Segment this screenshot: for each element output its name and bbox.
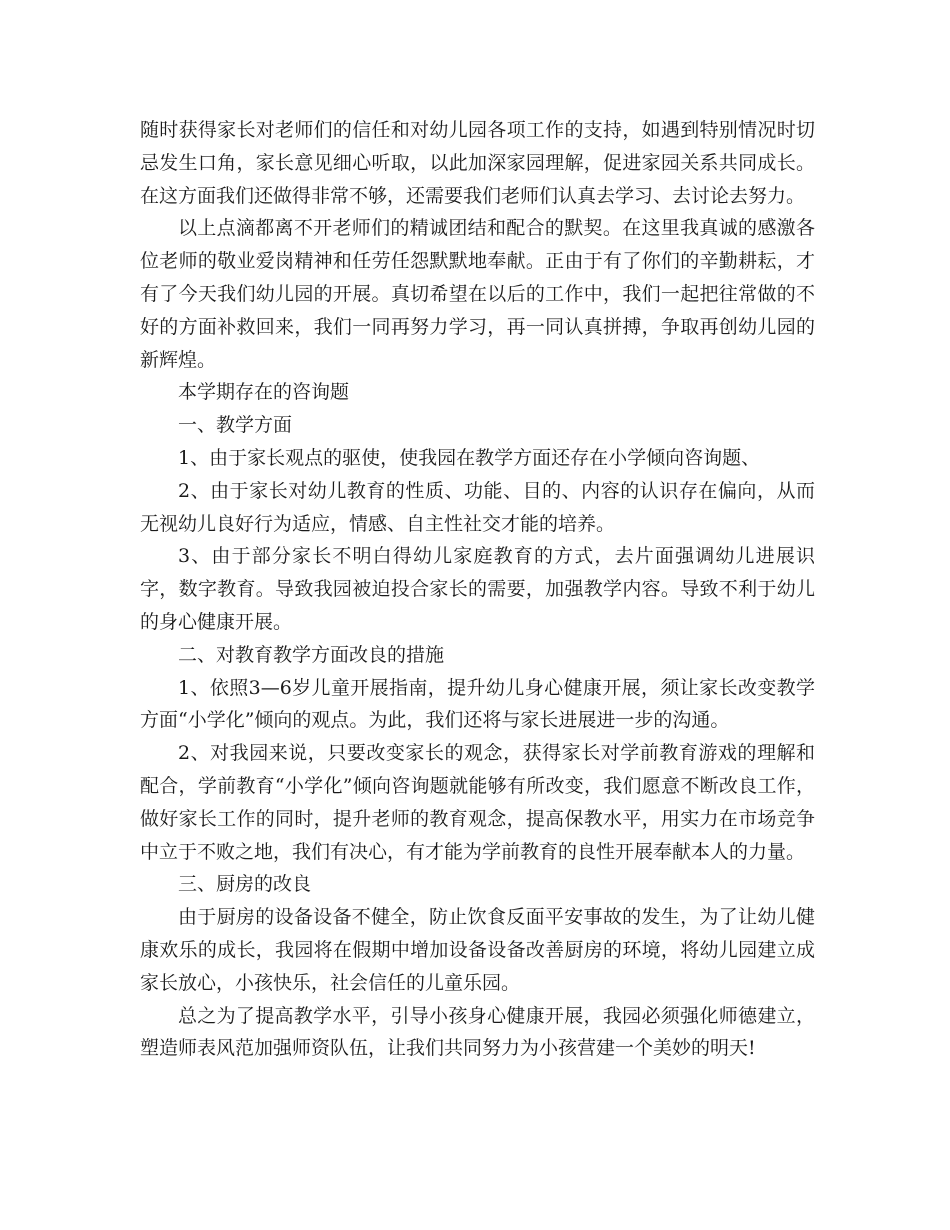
list-item-teaching-3: 3、由于部分家长不明白得幼儿家庭教育的方式，去片面强调幼儿进展识字，数字教育。导致我园被迫投合家长的需要，加强教学内容。导致不利于幼儿的身心健康开展。 bbox=[140, 545, 815, 633]
section-heading-measures: 二、对教育教学方面改良的措施 bbox=[178, 643, 445, 666]
paragraph-2: 以上点滴都离不开老师们的精诚团结和配合的默契。在这里我真诚的感激各位老师的敬业爱岗精神和任劳任怨默默地奉献。正由于有了你们的辛勤耕耘，才有了今天我们幼儿园的开展。真切希望在以后的工作中，我们一起把往常做的不好的方面补救回来，我们一同再努力学习，再一同认真拼搏，争取再创幼儿园的新辉煌。 bbox=[140, 217, 815, 371]
document-body bbox=[140, 114, 815, 1065]
paragraph-conclusion: 总之为了提高教学水平，引导小孩身心健康开展，我园必须强化师德建立，塑造师表风范加强师资队伍，让我们共同努力为小孩营建一个美妙的明天! bbox=[140, 1004, 815, 1060]
paragraph-kitchen: 由于厨房的设备设备不健全，防止饮食反面平安事故的发生，为了让幼儿健康欢乐的成长，我园将在假期中增加设备设备改善厨房的环境，将幼儿园建立成家长放心，小孩快乐，社会信任的儿童乐园。 bbox=[140, 906, 815, 994]
section-heading-kitchen: 三、厨房的改良 bbox=[178, 873, 312, 896]
list-item-measures-1: 1、依照3—6岁儿童开展指南，提升幼儿身心健康开展，须让家长改变教学方面“小学化”倾向的观点。为此，我们还将与家长进展进一步的沟通。 bbox=[140, 676, 815, 732]
list-item-teaching-1: 1、由于家长观点的驱使，使我园在教学方面还存在小学倾向咨询题、 bbox=[178, 446, 761, 469]
section-heading-teaching: 一、教学方面 bbox=[178, 414, 293, 437]
list-item-measures-2: 2、对我园来说，只要改变家长的观念，获得家长对学前教育游戏的理解和配合，学前教育“小学化”倾向咨询题就能够有所改变，我们愿意不断改良工作，做好家长工作的同时，提升老师的教育观念，提高保教水平，用实力在市场竞争中立于不败之地，我们有决心，有才能为学前教育的良性开展奉献本人的力量。 bbox=[140, 742, 815, 863]
section-heading-problems: 本学期存在的咨询题 bbox=[178, 381, 350, 404]
paragraph-1: 随时获得家长对老师们的信任和对幼儿园各项工作的支持，如遇到特别情况时切忌发生口角，家长意见细心听取，以此加深家园理解，促进家园关系共同成长。在这方面我们还做得非常不够，还需要我们老师们认真去学习、去讨论去努力。 bbox=[140, 119, 815, 207]
list-item-teaching-2: 2、由于家长对幼儿教育的性质、功能、目的、内容的认识存在偏向，从而无视幼儿良好行为适应，情感、自主性社交才能的培养。 bbox=[140, 479, 815, 535]
